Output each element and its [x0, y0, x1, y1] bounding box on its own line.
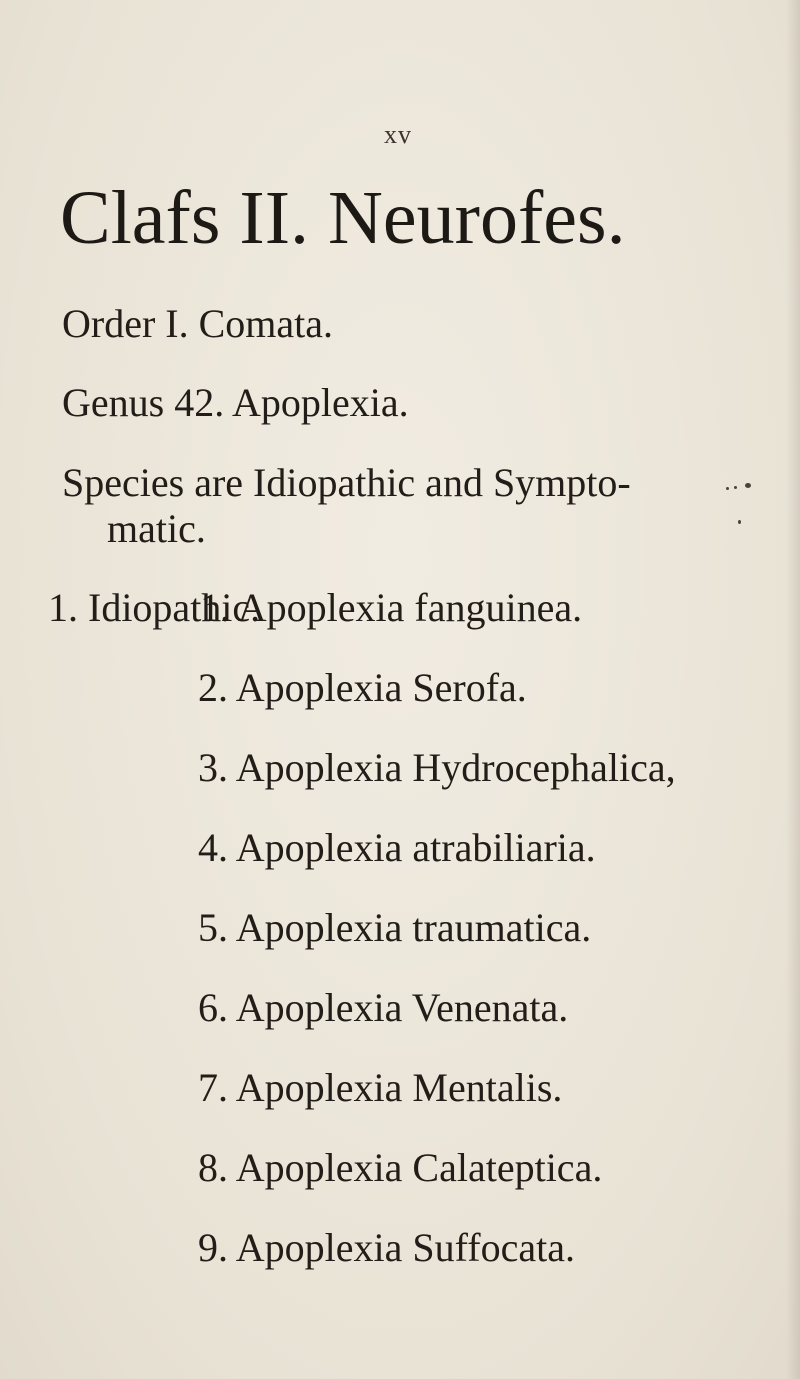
species-item: 8. Apoplexia Calateptica.	[198, 1145, 603, 1190]
genus-line: Genus 42. Apoplexia.	[62, 380, 409, 425]
idiopathic-heading: 1. Idiopathic.	[48, 585, 261, 630]
species-intro-line-1: Species are Idiopathic and Sympto-	[62, 460, 631, 505]
class-title: Clafs II. Neurofes.	[60, 176, 626, 260]
species-item: 9. Apoplexia Suffocata.	[198, 1225, 575, 1270]
ink-speck	[745, 483, 751, 488]
species-item: 7. Apoplexia Mentalis.	[198, 1065, 563, 1110]
species-item: 5. Apoplexia traumatica.	[198, 905, 592, 950]
species-item: 3. Apoplexia Hydrocephalica,	[198, 745, 676, 790]
ink-speck	[738, 520, 741, 524]
species-item: 2. Apoplexia Serofa.	[198, 665, 527, 710]
order-line: Order I. Comata.	[62, 301, 334, 346]
page-number: xv	[384, 120, 412, 149]
ink-speck	[734, 486, 737, 489]
species-item: 4. Apoplexia atrabiliaria.	[198, 825, 596, 870]
species-item: 6. Apoplexia Venenata.	[198, 985, 569, 1030]
ink-speck	[726, 487, 729, 490]
page-edge-shadow	[786, 0, 800, 1379]
species-intro-line-2: matic.	[107, 506, 206, 551]
species-item: 1. Apoplexia fanguinea.	[200, 585, 583, 630]
